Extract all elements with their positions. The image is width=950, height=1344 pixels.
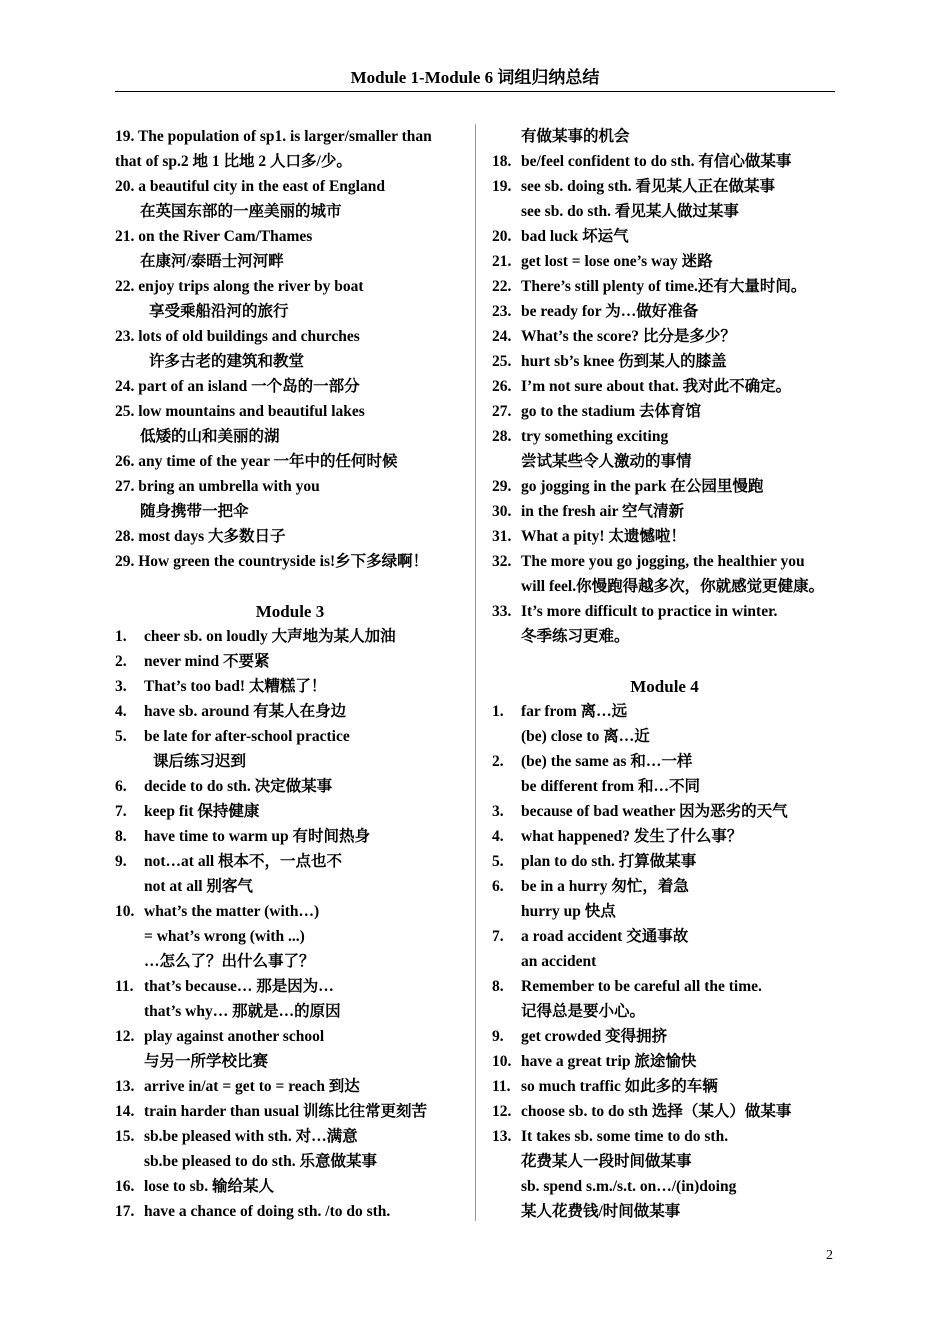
phrase-text: 24. part of an island 一个岛的一部分 (115, 378, 360, 395)
item-number: 30. (492, 503, 512, 520)
item-number: 26. (492, 378, 512, 395)
phrase-text: see sb. doing sth. 看见某人正在做某事 (521, 178, 776, 195)
phrase-item (492, 599, 837, 624)
phrase-text: go to the stadium 去体育馆 (521, 403, 701, 420)
section-heading-text: Module 3 (255, 602, 325, 621)
phrase-text: 享受乘船沿河的旅行 (149, 303, 289, 320)
item-number: 12. (492, 1103, 512, 1120)
phrase-line (115, 374, 465, 399)
phrase-text: far from 离…远 (521, 703, 628, 720)
phrase-line (492, 724, 837, 749)
phrase-line (115, 999, 465, 1024)
phrase-item (115, 1024, 465, 1049)
phrase-text: have a chance of doing sth. /to do sth. (144, 1203, 391, 1220)
phrase-item (492, 549, 837, 574)
phrase-text: = what’s wrong (with ...) (144, 928, 305, 945)
item-number: 13. (115, 1078, 135, 1095)
phrase-text: that of sp.2 地 1 比地 2 人口多/少。 (115, 153, 352, 170)
phrase-text: be different from 和…不同 (521, 778, 700, 795)
phrase-text: sb. spend s.m./s.t. on…/(in)doing (521, 1178, 737, 1195)
phrase-text: 与另一所学校比赛 (144, 1053, 269, 1070)
phrase-item (115, 624, 465, 649)
phrase-text: play against another school (144, 1028, 325, 1045)
phrase-item (492, 849, 837, 874)
phrase-item (492, 324, 837, 349)
phrase-line (492, 949, 837, 974)
phrase-text: 26. any time of the year 一年中的任何时候 (115, 453, 398, 470)
phrase-text: 某人花费钱/时间做某事 (521, 1203, 681, 1220)
phrase-item (492, 1099, 837, 1124)
phrase-line (492, 999, 837, 1024)
phrase-item (492, 699, 837, 724)
phrase-item (115, 774, 465, 799)
phrase-text: 28. most days 大多数日子 (115, 528, 286, 545)
item-number: 29. (492, 478, 512, 495)
phrase-line (115, 299, 465, 324)
phrase-item (492, 1074, 837, 1099)
phrase-line (115, 349, 465, 374)
phrase-line (115, 149, 465, 174)
item-number: 6. (115, 778, 127, 795)
phrase-text: plan to do sth. 打算做某事 (521, 853, 697, 870)
phrase-text: 花费某人一段时间做某事 (521, 1153, 692, 1170)
phrase-item (115, 1174, 465, 1199)
phrase-text: be ready for 为…做好准备 (521, 303, 699, 320)
phrase-text: 22. enjoy trips along the river by boat (115, 278, 364, 295)
item-number: 1. (115, 628, 127, 645)
phrase-line (492, 624, 837, 649)
item-number: 14. (115, 1103, 135, 1120)
item-number: 4. (492, 828, 504, 845)
phrase-line (115, 324, 465, 349)
item-number: 1. (492, 703, 504, 720)
phrase-text: There’s still plenty of time.还有大量时间。 (521, 278, 807, 295)
phrase-item (492, 1049, 837, 1074)
phrase-text: be late for after-school practice (144, 728, 350, 745)
phrase-item (115, 849, 465, 874)
phrase-text: try something exciting (521, 428, 669, 445)
phrase-text: be in a hurry 匆忙，着急 (521, 878, 689, 895)
phrase-text: 记得总是要小心。 (521, 1003, 646, 1020)
phrase-text: 在康河/泰晤士河河畔 (140, 253, 284, 270)
phrase-item (115, 1074, 465, 1099)
phrase-text: Remember to be careful all the time. (521, 978, 762, 995)
phrase-text: sb.be pleased with sth. 对…满意 (144, 1128, 358, 1145)
phrase-text: 许多古老的建筑和教堂 (149, 353, 305, 370)
phrase-text: because of bad weather 因为恶劣的天气 (521, 803, 788, 820)
phrase-item (492, 349, 837, 374)
item-number: 8. (115, 828, 127, 845)
phrase-text: not…at all 根本不，一点也不 (144, 853, 343, 870)
item-number: 20. (492, 228, 512, 245)
phrase-item (492, 474, 837, 499)
right-column (492, 124, 837, 1224)
phrase-text: cheer sb. on loudly 大声地为某人加油 (144, 628, 396, 645)
phrase-line (115, 424, 465, 449)
item-number: 22. (492, 278, 512, 295)
phrase-line (115, 449, 465, 474)
item-number: 15. (115, 1128, 135, 1145)
item-number: 18. (492, 153, 512, 170)
phrase-text: lose to sb. 输给某人 (144, 1178, 275, 1195)
phrase-line (492, 774, 837, 799)
section-heading (115, 599, 465, 624)
phrase-text: hurt sb’s knee 伤到某人的膝盖 (521, 353, 727, 370)
item-number: 24. (492, 328, 512, 345)
phrase-item (492, 149, 837, 174)
item-number: 10. (492, 1053, 512, 1070)
phrase-item (492, 174, 837, 199)
phrase-text: sb.be pleased to do sth. 乐意做某事 (144, 1153, 377, 1170)
item-number: 8. (492, 978, 504, 995)
item-number: 7. (115, 803, 127, 820)
section-heading (492, 674, 837, 699)
item-number: 19. (492, 178, 512, 195)
phrase-item (115, 824, 465, 849)
phrase-text: an accident (521, 953, 597, 970)
phrase-item (492, 874, 837, 899)
blank-line (115, 574, 465, 599)
phrase-line (492, 1174, 837, 1199)
phrase-line (115, 949, 465, 974)
phrase-text: be/feel confident to do sth. 有信心做某事 (521, 153, 792, 170)
phrase-text: not at all 别客气 (144, 878, 253, 895)
phrase-line (115, 399, 465, 424)
phrase-text: hurry up 快点 (521, 903, 616, 920)
item-number: 11. (115, 978, 134, 995)
phrase-text: 在英国东部的一座美丽的城市 (140, 203, 342, 220)
phrase-item (115, 1099, 465, 1124)
item-number: 16. (115, 1178, 135, 1195)
phrase-text: 尝试某些令人激动的事情 (521, 453, 692, 470)
phrase-item (492, 1024, 837, 1049)
phrase-item (492, 799, 837, 824)
phrase-text: What a pity! 太遗憾啦！ (521, 528, 686, 545)
phrase-text: It’s more difficult to practice in winter. (521, 603, 778, 620)
column-divider (475, 124, 476, 1221)
phrase-line (115, 174, 465, 199)
phrase-item (492, 1124, 837, 1149)
item-number: 11. (492, 1078, 511, 1095)
section-heading-text: Module 4 (630, 677, 699, 696)
phrase-line (115, 249, 465, 274)
item-number: 5. (115, 728, 127, 745)
phrase-line (492, 124, 837, 149)
item-number: 17. (115, 1203, 135, 1220)
item-number: 21. (492, 253, 512, 270)
phrase-text: have time to warm up 有时间热身 (144, 828, 371, 845)
phrase-item (492, 524, 837, 549)
phrase-text: will feel.你慢跑得越多次，你就感觉更健康。 (521, 578, 825, 595)
phrase-text: what’s the matter (with…) (144, 903, 320, 920)
phrase-text: train harder than usual 训练比往常更刻苦 (144, 1103, 428, 1120)
phrase-line (115, 1049, 465, 1074)
phrase-text: in the fresh air 空气清新 (521, 503, 685, 520)
phrase-text: 21. on the River Cam/Thames (115, 228, 313, 245)
phrase-text: 20. a beautiful city in the east of England (115, 178, 385, 195)
left-column (115, 124, 465, 1224)
phrase-line (492, 1149, 837, 1174)
phrase-text: That’s too bad! 太糟糕了！ (144, 678, 327, 695)
item-number: 32. (492, 553, 512, 570)
phrase-text: have sb. around 有某人在身边 (144, 703, 347, 720)
phrase-text: get lost = lose one’s way 迷路 (521, 253, 713, 270)
phrase-item (492, 299, 837, 324)
phrase-text: I’m not sure about that. 我对此不确定。 (521, 378, 792, 395)
phrase-item (115, 1124, 465, 1149)
title-underline (115, 91, 835, 92)
item-number: 5. (492, 853, 504, 870)
phrase-line (115, 924, 465, 949)
item-number: 3. (115, 678, 127, 695)
phrase-line (115, 874, 465, 899)
item-number: 10. (115, 903, 135, 920)
item-number: 13. (492, 1128, 512, 1145)
phrase-text: never mind 不要紧 (144, 653, 270, 670)
phrase-item (115, 974, 465, 999)
phrase-text: (be) the same as 和…一样 (521, 753, 693, 770)
phrase-item (492, 424, 837, 449)
phrase-text: that’s why… 那就是…的原因 (144, 1003, 341, 1020)
phrase-item (492, 274, 837, 299)
phrase-text: 27. bring an umbrella with you (115, 478, 320, 495)
item-number: 25. (492, 353, 512, 370)
item-number: 3. (492, 803, 504, 820)
phrase-text: that’s because… 那是因为… (144, 978, 334, 995)
phrase-line (115, 549, 465, 574)
phrase-text: It takes sb. some time to do sth. (521, 1128, 729, 1145)
item-number: 4. (115, 703, 127, 720)
phrase-text: (be) close to 离…近 (521, 728, 650, 745)
phrase-text: see sb. do sth. 看见某人做过某事 (521, 203, 739, 220)
item-number: 33. (492, 603, 512, 620)
item-number: 9. (492, 1028, 504, 1045)
phrase-text: arrive in/at = get to = reach 到达 (144, 1078, 360, 1095)
phrase-text: bad luck 坏运气 (521, 228, 629, 245)
phrase-text: so much traffic 如此多的车辆 (521, 1078, 718, 1095)
phrase-text: decide to do sth. 决定做某事 (144, 778, 333, 795)
item-number: 6. (492, 878, 504, 895)
phrase-text: keep fit 保持健康 (144, 803, 260, 820)
phrase-item (115, 649, 465, 674)
phrase-text: 低矮的山和美丽的湖 (140, 428, 280, 445)
phrase-line (115, 274, 465, 299)
item-number: 2. (492, 753, 504, 770)
phrase-line (115, 124, 465, 149)
phrase-item (492, 749, 837, 774)
item-number: 9. (115, 853, 127, 870)
phrase-text: 25. low mountains and beautiful lakes (115, 403, 365, 420)
phrase-text: 23. lots of old buildings and churches (115, 328, 360, 345)
phrase-text: choose sb. to do sth 选择（某人）做某事 (521, 1103, 792, 1120)
item-number: 28. (492, 428, 512, 445)
item-number: 23. (492, 303, 512, 320)
item-number: 12. (115, 1028, 135, 1045)
phrase-text: have a great trip 旅途愉快 (521, 1053, 697, 1070)
page-title: Module 1-Module 6 词组归纳总结 (350, 68, 600, 87)
blank-line (492, 649, 837, 674)
phrase-text: what happened? 发生了什么事？ (521, 828, 743, 845)
phrase-item (115, 674, 465, 699)
phrase-line (115, 499, 465, 524)
phrase-line (115, 199, 465, 224)
phrase-line (492, 899, 837, 924)
phrase-item (115, 724, 465, 749)
item-number: 2. (115, 653, 127, 670)
phrase-line (115, 1149, 465, 1174)
phrase-item (492, 374, 837, 399)
phrase-text: 19. The population of sp1. is larger/smaller than (115, 128, 432, 145)
phrase-line (492, 1199, 837, 1224)
phrase-text: go jogging in the park 在公园里慢跑 (521, 478, 764, 495)
page-number: 2 (826, 1248, 833, 1263)
phrase-line (492, 574, 837, 599)
phrase-line (115, 524, 465, 549)
phrase-text: get crowded 变得拥挤 (521, 1028, 668, 1045)
phrase-text: …怎么了？出什么事了？ (144, 953, 315, 970)
phrase-text: 冬季练习更难。 (521, 628, 630, 645)
phrase-text: a road accident 交通事故 (521, 928, 689, 945)
phrase-item (492, 824, 837, 849)
phrase-item (115, 799, 465, 824)
phrase-item (492, 249, 837, 274)
item-number: 7. (492, 928, 504, 945)
phrase-line (115, 749, 465, 774)
phrase-text: 随身携带一把伞 (140, 503, 249, 520)
phrase-item (115, 1199, 465, 1224)
phrase-text: What’s the score? 比分是多少？ (521, 328, 736, 345)
phrase-text: 29. How green the countryside is!乡下多绿啊！ (115, 553, 429, 570)
phrase-item (115, 899, 465, 924)
phrase-item (492, 974, 837, 999)
phrase-line (115, 474, 465, 499)
phrase-item (492, 224, 837, 249)
phrase-item (115, 699, 465, 724)
phrase-line (492, 449, 837, 474)
phrase-item (492, 499, 837, 524)
item-number: 31. (492, 528, 512, 545)
phrase-text: 有做某事的机会 (521, 128, 630, 145)
phrase-item (492, 399, 837, 424)
phrase-line (492, 199, 837, 224)
phrase-text: The more you go jogging, the healthier you (521, 553, 805, 570)
item-number: 27. (492, 403, 512, 420)
phrase-line (115, 224, 465, 249)
phrase-item (492, 924, 837, 949)
phrase-text: 课后练习迟到 (153, 753, 247, 770)
